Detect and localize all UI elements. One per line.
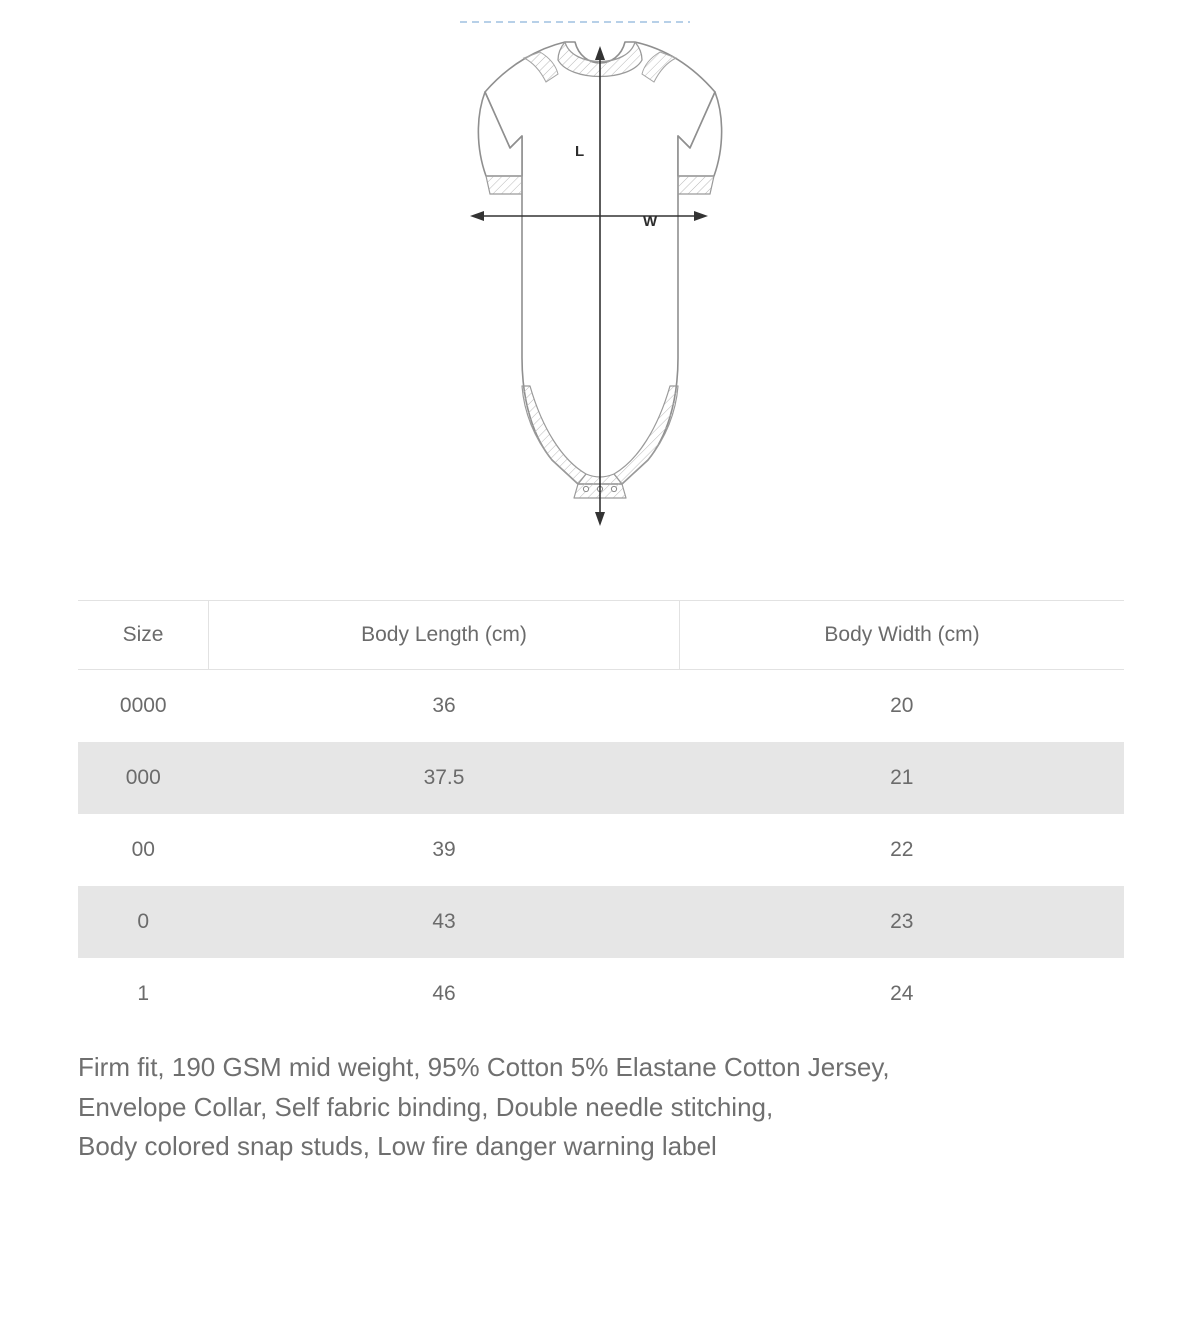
garment-diagram	[390, 8, 810, 548]
cell-body-length: 37.5	[209, 742, 680, 814]
width-dimension-label: W	[643, 213, 658, 230]
table-row	[78, 958, 1124, 1030]
cell-body-length: 43	[209, 886, 680, 958]
cell-body-width: 21	[680, 742, 1125, 814]
cell-body-width: 24	[890, 982, 914, 1005]
cell-size: 000	[78, 742, 209, 814]
length-dimension-label: L	[575, 143, 585, 160]
size-table-header	[78, 601, 1124, 670]
table-header-row	[78, 601, 1124, 670]
size-table	[78, 600, 1124, 1030]
table-row	[78, 886, 1124, 958]
garment-diagram-section	[0, 0, 1200, 600]
product-description	[0, 1030, 1200, 1167]
cell-body-width: 22	[890, 838, 914, 861]
size-table-section	[0, 600, 1200, 1030]
header-body-width: Body Width (cm)	[680, 601, 1125, 670]
cell-size: 1	[137, 982, 150, 1005]
cell-body-length: 46	[432, 982, 456, 1005]
cell-size: 0000	[119, 694, 167, 717]
cell-size: 0	[78, 886, 209, 958]
header-size: Size	[78, 601, 209, 670]
header-body-length: Body Length (cm)	[209, 601, 680, 670]
size-table-body	[78, 670, 1124, 1031]
cell-body-width: 20	[890, 694, 914, 717]
cell-body-length: 36	[432, 694, 456, 717]
description-line: Envelope Collar, Self fabric binding, Double needle stitching,	[78, 1091, 774, 1122]
table-row	[78, 742, 1124, 814]
description-line: Firm fit, 190 GSM mid weight, 95% Cotton 5% Elastane Cotton Jersey,	[78, 1052, 890, 1082]
cell-body-width: 23	[680, 886, 1125, 958]
table-row	[78, 670, 1124, 743]
cell-body-length: 39	[432, 838, 456, 861]
bodysuit-illustration	[390, 8, 810, 548]
cell-size: 00	[131, 838, 155, 861]
description-line: Body colored snap studs, Low fire danger warning label	[78, 1131, 717, 1162]
table-row	[78, 814, 1124, 886]
